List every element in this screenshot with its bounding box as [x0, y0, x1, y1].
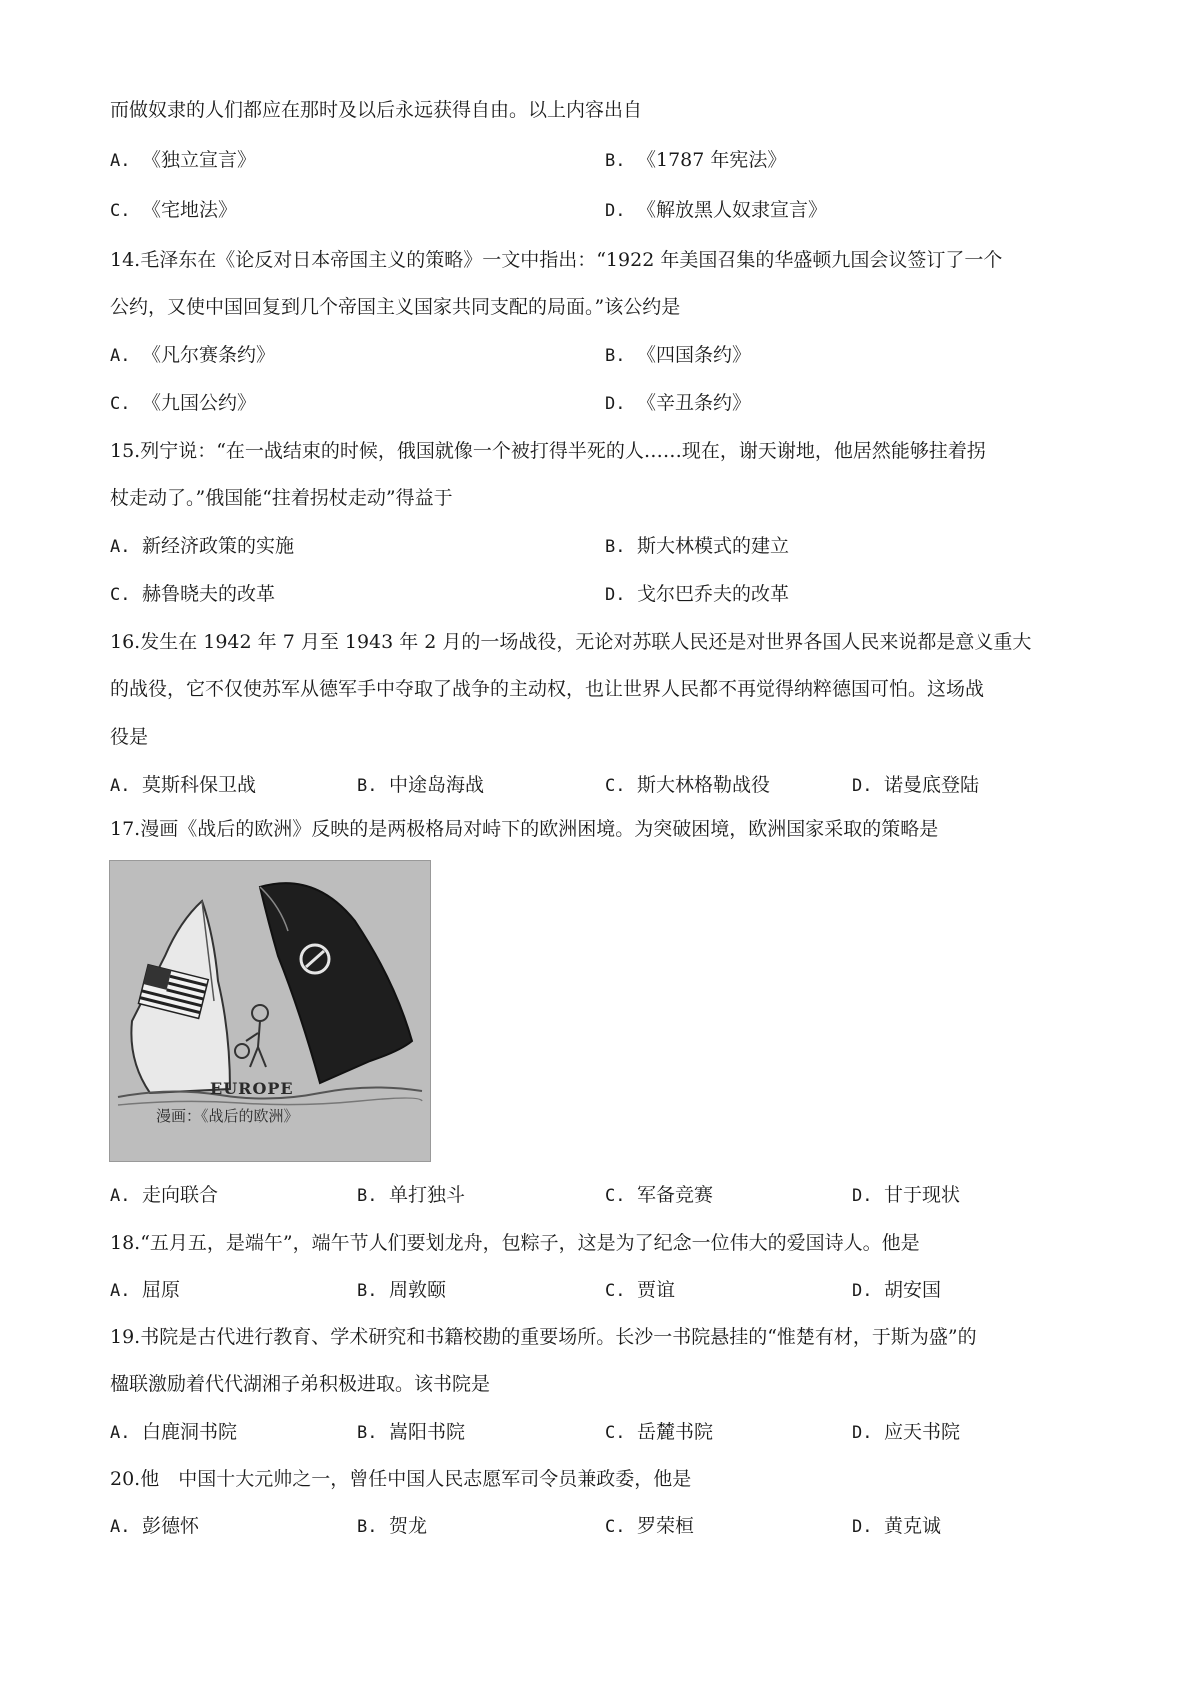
cartoon-caption: 漫画：《战后的欧洲》	[156, 1107, 299, 1125]
q16-option-b[interactable]: B. 中途岛海战	[357, 774, 485, 796]
question-19-stem-line2: 楹联激励着代代湖湘子弟积极进取。该书院是	[110, 1373, 491, 1395]
question-16-stem-line2: 的战役，它不仅使苏军从德军手中夺取了战争的主动权，也让世界人民都不再觉得纳粹德国可怕。这场战	[110, 678, 985, 700]
question-19-stem-line1: 19.书院是古代进行教育、学术研究和书籍校勘的重要场所。长沙一书院悬挂的“惟楚有材，于斯为盛”的	[110, 1326, 977, 1348]
q15-option-b[interactable]: B. 斯大林模式的建立	[605, 535, 790, 557]
q20-option-d[interactable]: D. 黄克诚	[852, 1515, 942, 1537]
q18-option-d[interactable]: D. 胡安国	[852, 1279, 942, 1301]
q16-option-a[interactable]: A. 莫斯科保卫战	[110, 774, 257, 796]
q13-option-c[interactable]: C. 《宅地法》	[110, 199, 238, 221]
question-15-stem-line1: 15.列宁说：“在一战结束的时候，俄国就像一个被打得半死的人……现在，谢天谢地，他居然能够拄着拐	[110, 440, 986, 462]
q20-option-b[interactable]: B. 贺龙	[357, 1515, 428, 1537]
q16-option-d[interactable]: D. 诺曼底登陆	[852, 774, 980, 796]
question-13-stem-tail: 而做奴隶的人们都应在那时及以后永远获得自由。以上内容出自	[110, 99, 643, 121]
question-14-stem-line2: 公约，又使中国回复到几个帝国主义国家共同支配的局面。”该公约是	[110, 296, 681, 318]
question-18-stem: 18.“五月五，是端午”，端午节人们要划龙舟，包粽子，这是为了纪念一位伟大的爱国诗人。他是	[110, 1232, 920, 1254]
q16-option-c[interactable]: C. 斯大林格勒战役	[605, 774, 771, 796]
q19-option-c[interactable]: C. 岳麓书院	[605, 1421, 714, 1443]
question-17-stem: 17.漫画《战后的欧洲》反映的是两极格局对峙下的欧洲困境。为突破困境，欧洲国家采取的策略是	[110, 818, 939, 840]
q13-option-a[interactable]: A. 《独立宣言》	[110, 149, 257, 171]
q15-option-c[interactable]: C. 赫鲁晓夫的改革	[110, 583, 276, 605]
q14-option-c[interactable]: C. 《九国公约》	[110, 392, 257, 414]
q14-option-b[interactable]: B. 《四国条约》	[605, 344, 752, 366]
q18-option-c[interactable]: C. 贾谊	[605, 1279, 676, 1301]
q14-option-d[interactable]: D. 《辛丑条约》	[605, 392, 752, 414]
q15-option-a[interactable]: A. 新经济政策的实施	[110, 535, 295, 557]
q19-option-b[interactable]: B. 嵩阳书院	[357, 1421, 466, 1443]
q20-option-a[interactable]: A. 彭德怀	[110, 1515, 200, 1537]
cartoon-postwar-europe	[109, 860, 431, 1162]
question-20-stem: 20.他 中国十大元帅之一，曾任中国人民志愿军司令员兼政委，他是	[110, 1468, 692, 1490]
q13-option-d[interactable]: D. 《解放黑人奴隶宣言》	[605, 199, 828, 221]
cartoon-europe-label: EUROPE	[210, 1079, 294, 1098]
q19-option-d[interactable]: D. 应天书院	[852, 1421, 961, 1443]
q18-option-b[interactable]: B. 周敦颐	[357, 1279, 447, 1301]
q20-option-c[interactable]: C. 罗荣桓	[605, 1515, 695, 1537]
question-16-stem-line3: 役是	[110, 726, 149, 748]
q15-option-d[interactable]: D. 戈尔巴乔夫的改革	[605, 583, 790, 605]
q13-option-b[interactable]: B. 《1787 年宪法》	[605, 149, 787, 171]
q17-option-d[interactable]: D. 甘于现状	[852, 1184, 961, 1206]
q19-option-a[interactable]: A. 白鹿洞书院	[110, 1421, 238, 1443]
q17-option-a[interactable]: A. 走向联合	[110, 1184, 219, 1206]
q17-option-b[interactable]: B. 单打独斗	[357, 1184, 466, 1206]
question-14-stem-line1: 14.毛泽东在《论反对日本帝国主义的策略》一文中指出：“1922 年美国召集的华盛顿九国会议签订了一个	[110, 249, 1003, 271]
q14-option-a[interactable]: A. 《凡尔赛条约》	[110, 344, 276, 366]
question-16-stem-line1: 16.发生在 1942 年 7 月至 1943 年 2 月的一场战役，无论对苏联人民还是对世界各国人民来说都是意义重大	[110, 631, 1032, 653]
q17-option-c[interactable]: C. 军备竞赛	[605, 1184, 714, 1206]
question-15-stem-line2: 杖走动了。”俄国能“拄着拐杖走动”得益于	[110, 487, 453, 509]
q18-option-a[interactable]: A. 屈原	[110, 1279, 181, 1301]
